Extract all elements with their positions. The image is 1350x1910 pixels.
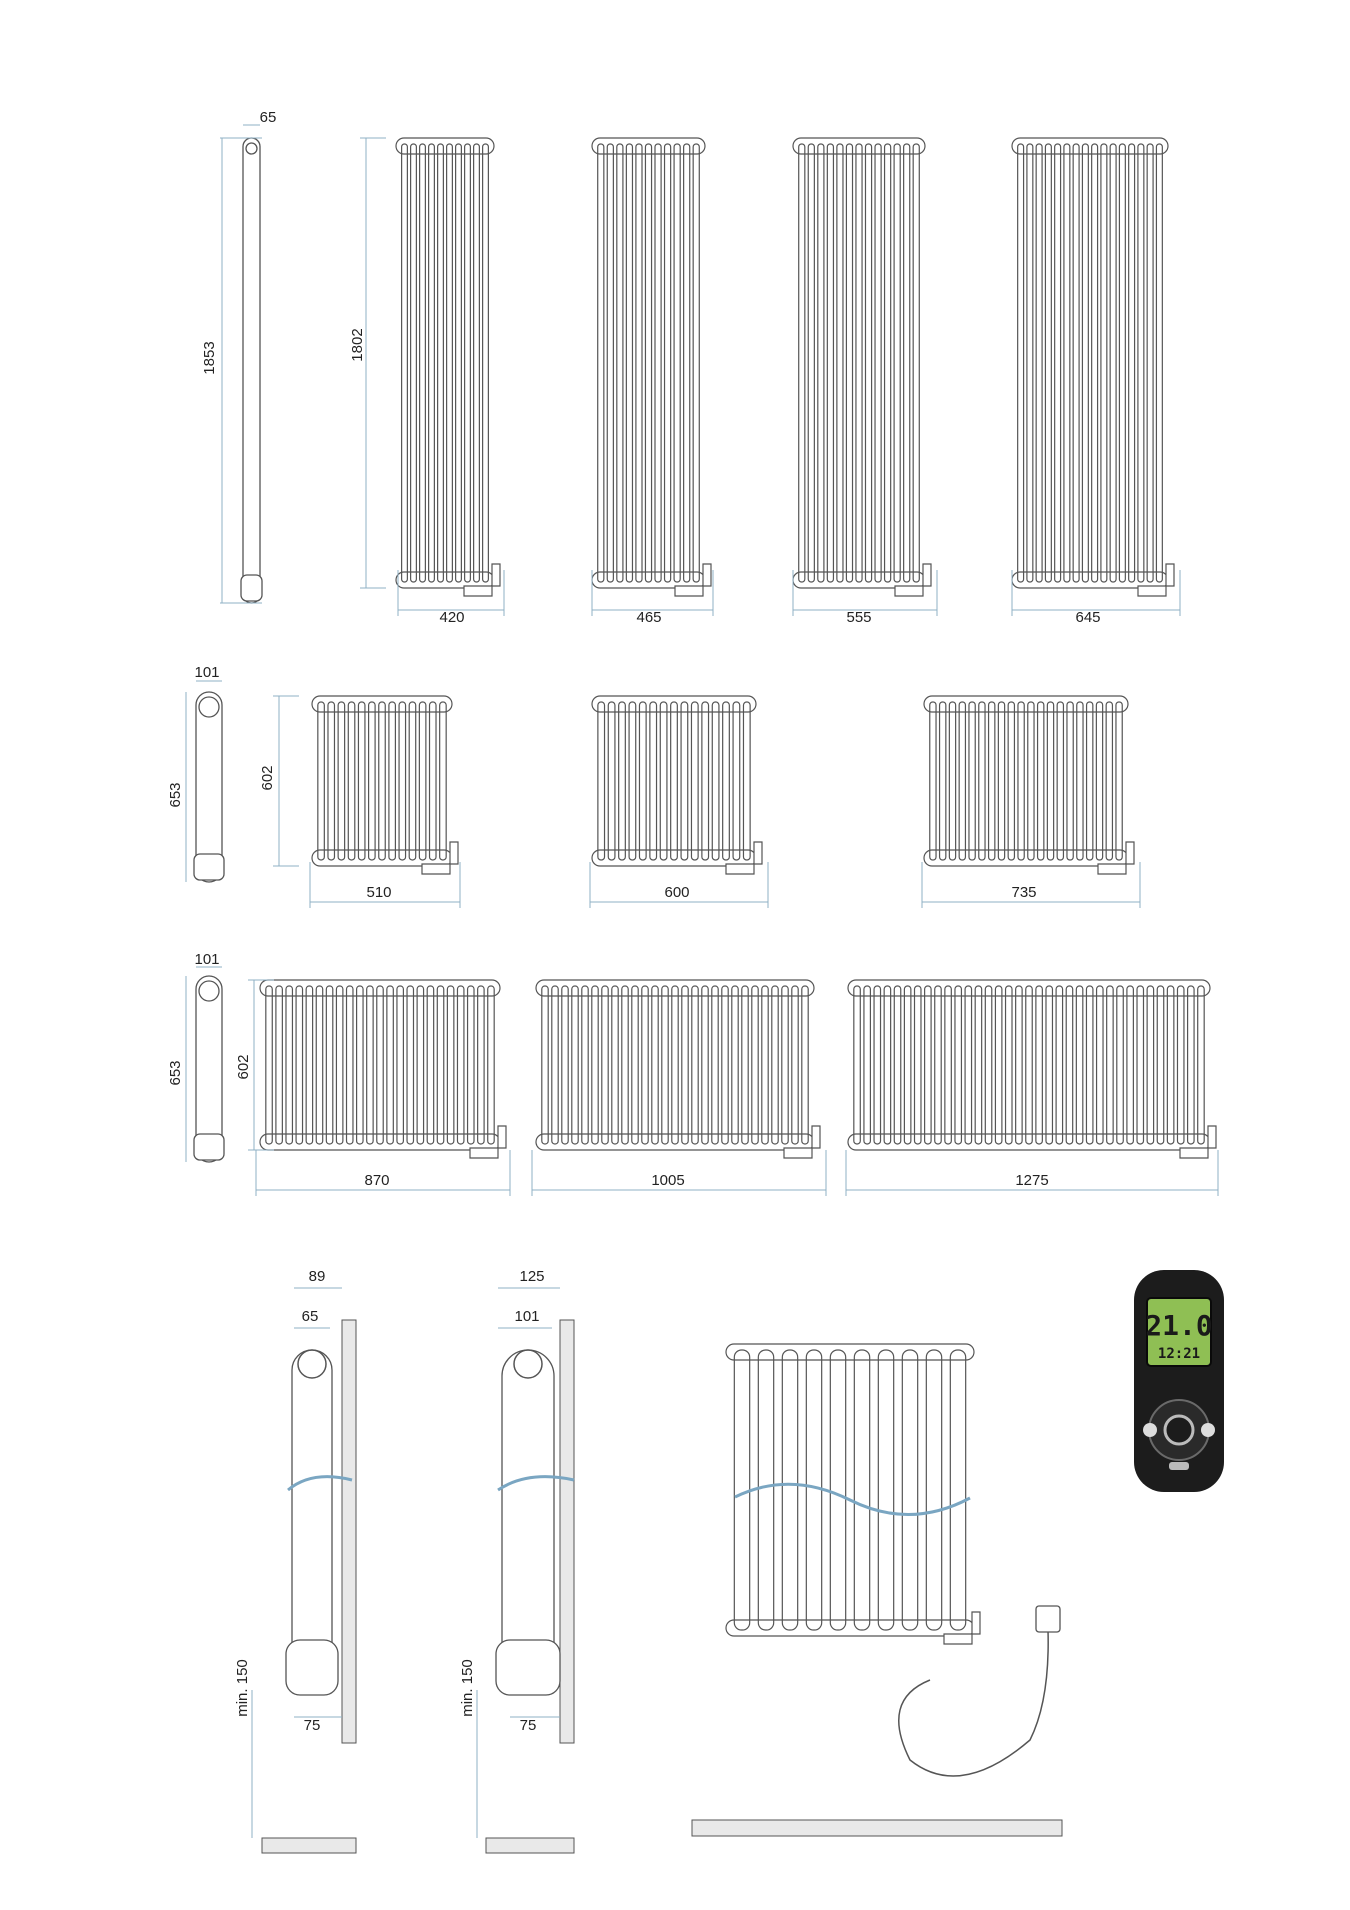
row3-rad-3-column [1147,986,1153,1144]
power-cable [899,1630,1048,1776]
row3-rad-3-column [854,986,860,1144]
row1-rad-3-column [865,144,871,582]
row3-rad-1-column [296,986,302,1144]
mount3-wall-offset-label: 75 [519,1717,537,1734]
row3-rad-1-column [326,986,332,1144]
row3-rad-2-column [642,986,648,1144]
row2-rad-3-column [1038,702,1044,860]
row3-rad-2-column [802,986,808,1144]
row2-rad-3-column [1106,702,1112,860]
row1-rad-4-column [1129,144,1135,582]
installed-radiator-column [902,1350,917,1630]
mount2-inner-depth-label: 65 [301,1308,319,1325]
row3-rad-1-column [407,986,413,1144]
row1-rad-1-column [474,144,480,582]
row1-rad-2-column [665,144,671,582]
row3-rad-3-column [1036,986,1042,1144]
row1-rad-4-top-header [1012,138,1168,154]
row3-rad-1-column [457,986,463,1144]
mount2-profile [292,1350,332,1690]
row2-rad-1-column [328,702,334,860]
row3-side-depth-label: 101 [194,951,220,968]
row3-rad-1-column [347,986,353,1144]
row3-rad-3-column [1016,986,1022,1144]
row3-rad-3-column [965,986,971,1144]
row1-rad-4-column [1055,144,1061,582]
mount2-top-cap [298,1350,326,1378]
row3-rad-3-column [935,986,941,1144]
mount3-top-cap [514,1350,542,1378]
row3-rad-2-column [732,986,738,1144]
installed-break-wave [735,1484,970,1514]
installed-radiator-heating-element [944,1612,980,1644]
row3-rad-3-column [1157,986,1163,1144]
row3-rad-2-column [612,986,618,1144]
row2-side-top-cap [199,697,219,717]
row3-rad-2-column [562,986,568,1144]
row2-rad-3-column [1096,702,1102,860]
row3-rad-3-column [1117,986,1123,1144]
row3-rad-2-column [762,986,768,1144]
row3-rad-2-column [752,986,758,1144]
row3-rad-2-column [622,986,628,1144]
row3-rad-3-column [1056,986,1062,1144]
row3-rad-1-column [336,986,342,1144]
row1-rad-2-column [607,144,613,582]
row1-side-top-cap [246,143,257,154]
row1-rad-3-column [837,144,843,582]
display-time: 12:21 [1157,1346,1201,1362]
row3-rad-1-column [316,986,322,1144]
row2-side-element-housing [194,854,224,880]
row2-rad-2-top-header [592,696,756,712]
row1-rad-4-column [1147,144,1153,582]
row1-rad-3-column [808,144,814,582]
row3-rad-2-column [792,986,798,1144]
row1-rad-1-column [483,144,489,582]
row3-rad-2-column [592,986,598,1144]
row3-side-element-housing [194,1134,224,1160]
row1-rad-4-column [1138,144,1144,582]
row2-side-height-label: 653 [167,782,184,808]
technical-drawings [186,125,1218,1853]
row2-rad-2-column [723,702,730,860]
row3-front-height-label: 602 [235,1054,252,1080]
row3-rad-3-column [1188,986,1194,1144]
row3-rad-3-column [1167,986,1173,1144]
row2-rad-1-column [318,702,324,860]
row2-rad-3-column [979,702,985,860]
row1-side-element-housing [241,575,262,601]
row3-rad-1-column [427,986,433,1144]
row3-rad-2-column [552,986,558,1144]
row1-side-depth-label: 65 [259,109,277,126]
row1-rad-3-top-header [793,138,925,154]
row2-rad-3-column [1047,702,1053,860]
installed-radiator-column [758,1350,773,1630]
row3-rad-3-column [1086,986,1092,1144]
row2-rad-2-column [733,702,740,860]
row3-rad-3-column [1137,986,1143,1144]
row1-rad-2-column [636,144,642,582]
row1-rad-3-column [856,144,862,582]
row3-width-label-2: 1005 [651,1172,685,1189]
row1-rad-2-column [693,144,699,582]
mode-icon [1169,1462,1189,1470]
mount3-floor [486,1838,574,1853]
row2-front-height-label: 602 [259,765,276,791]
row2-rad-2-column [671,702,678,860]
mount3-wall [560,1320,574,1743]
row1-rad-2-column [598,144,604,582]
row1-rad-4-column [1156,144,1162,582]
row2-rad-3-column [998,702,1004,860]
row3-rad-2-column [772,986,778,1144]
row1-rad-3-column [799,144,805,582]
row2-rad-1-column [369,702,375,860]
mount2-floor-gap-label: min. 150 [234,1659,251,1717]
row1-rad-1-column [438,144,444,582]
row1-width-label-1: 420 [439,609,465,626]
row3-rad-3-top-header [848,980,1210,996]
row3-side-top-cap [199,981,219,1001]
row2-rad-1-column [358,702,364,860]
wall-socket [1036,1606,1060,1632]
row3-rad-1-column [387,986,393,1144]
mount3-outer-depth-label: 125 [519,1268,545,1285]
row3-rad-1-column [437,986,443,1144]
row3-width-label-3: 1275 [1015,1172,1049,1189]
row1-rad-1-heating-element [464,564,500,596]
row2-rad-3-column [969,702,975,860]
row1-rad-1-column [402,144,408,582]
installed-radiator-column [926,1350,941,1630]
installed-radiator-column [878,1350,893,1630]
row1-rad-3-column [827,144,833,582]
row3-rad-1-column [478,986,484,1144]
row3-rad-1-column [447,986,453,1144]
installed-radiator-column [830,1350,845,1630]
row3-rad-1-column [468,986,474,1144]
row3-rad-1-column [417,986,423,1144]
row1-width-label-4: 645 [1075,609,1101,626]
row2-rad-1-column [409,702,415,860]
row3-rad-1-column [286,986,292,1144]
row1-rad-3-column [913,144,919,582]
row3-rad-1-column [276,986,282,1144]
row1-front-height-label: 1802 [349,328,366,362]
mount3-floor-gap-label: min. 150 [459,1659,476,1717]
row3-rad-2-column [692,986,698,1144]
row3-rad-3-column [864,986,870,1144]
row1-side-profile [243,138,260,603]
row2-rad-3-column [959,702,965,860]
row3-rad-3-column [1046,986,1052,1144]
row2-rad-1-column [419,702,425,860]
minus-icon [1143,1423,1157,1437]
row2-rad-2-column [629,702,636,860]
row3-rad-2-column [682,986,688,1144]
row2-rad-1-top-header [312,696,452,712]
row3-rad-3-column [915,986,921,1144]
installed-radiator-column [854,1350,869,1630]
row1-rad-4-column [1045,144,1051,582]
row1-rad-1-column [465,144,471,582]
row2-rad-3-column [989,702,995,860]
row2-rad-1-column [430,702,436,860]
row1-rad-4-column [1110,144,1116,582]
row2-rad-2-column [650,702,657,860]
row2-rad-3-column [930,702,936,860]
row1-rad-4-column [1018,144,1024,582]
row3-rad-2-column [652,986,658,1144]
row1-rad-4-column [1073,144,1079,582]
row2-rad-2-column [702,702,709,860]
row3-rad-1-column [488,986,494,1144]
row1-rad-4-column [1064,144,1070,582]
row1-rad-1-column [456,144,462,582]
row3-rad-3-column [1026,986,1032,1144]
row2-rad-3-column [1028,702,1034,860]
row1-rad-1-column [420,144,426,582]
row1-rad-4-column [1119,144,1125,582]
installed-radiator-top-header [726,1344,974,1360]
row1-rad-3-column [846,144,852,582]
installed-radiator-bottom-header [726,1620,974,1636]
row1-side-height-label: 1853 [201,341,218,375]
row3-rad-3-column [975,986,981,1144]
mount2-wall [342,1320,356,1743]
row1-rad-4-column [1036,144,1042,582]
installed-floor [692,1820,1062,1836]
row3-rad-3-column [985,986,991,1144]
row3-rad-2-column [712,986,718,1144]
row2-rad-2-column [681,702,688,860]
display-temperature: 21.0 [1145,1309,1213,1342]
row3-rad-1-column [397,986,403,1144]
row1-rad-1-column [411,144,417,582]
row1-rad-2-column [655,144,661,582]
mount3-profile [502,1350,554,1690]
row3-rad-3-column [1006,986,1012,1144]
row3-rad-3-column [1066,986,1072,1144]
row2-rad-3-column [1077,702,1083,860]
row2-rad-2-column [691,702,698,860]
row1-rad-4-column [1027,144,1033,582]
row3-rad-2-column [632,986,638,1144]
row3-rad-1-column [367,986,373,1144]
mount2-floor [262,1838,356,1853]
power-icon [1165,1416,1193,1444]
row1-rad-4-column [1092,144,1098,582]
plus-icon [1201,1423,1215,1437]
row2-rad-3-column [1087,702,1093,860]
row2-side-depth-label: 101 [194,664,220,681]
row3-rad-2-column [572,986,578,1144]
row3-rad-1-column [357,986,363,1144]
installed-radiator-column [806,1350,821,1630]
row3-side-height-label: 653 [167,1060,184,1086]
row2-rad-3-column [1116,702,1122,860]
row1-rad-3-column [904,144,910,582]
row2-rad-3-top-header [924,696,1128,712]
row3-rad-3-column [955,986,961,1144]
installed-radiator-column [734,1350,749,1630]
installed-radiator-column [950,1350,965,1630]
row2-rad-2-column [743,702,750,860]
row1-width-label-2: 465 [636,609,662,626]
row1-rad-3-column [885,144,891,582]
row1-rad-3-column [894,144,900,582]
row2-rad-3-column [940,702,946,860]
row3-rad-3-column [884,986,890,1144]
row2-rad-2-column [608,702,615,860]
row2-rad-3-column [1057,702,1063,860]
row2-rad-1-column [348,702,354,860]
installed-radiator-column [782,1350,797,1630]
row2-rad-2-column [712,702,719,860]
row1-rad-2-column [674,144,680,582]
row3-rad-2-column [602,986,608,1144]
row2-rad-2-column [598,702,605,860]
mount3-inner-depth-label: 101 [514,1308,540,1325]
row3-rad-2-column [542,986,548,1144]
row3-rad-1-column [377,986,383,1144]
row3-rad-3-column [925,986,931,1144]
row1-rad-4-column [1101,144,1107,582]
row2-rad-1-column [440,702,446,860]
row3-rad-2-column [662,986,668,1144]
row1-rad-2-column [626,144,632,582]
row3-rad-3-column [904,986,910,1144]
row3-rad-2-column [782,986,788,1144]
row2-rad-3-column [1008,702,1014,860]
row3-width-label-1: 870 [364,1172,390,1189]
row3-rad-3-column [945,986,951,1144]
row3-rad-3-bottom-header [848,1134,1210,1150]
row1-rad-1-column [447,144,453,582]
row3-rad-2-column [582,986,588,1144]
row1-rad-2-column [645,144,651,582]
row2-rad-3-column [1018,702,1024,860]
row1-rad-4-column [1082,144,1088,582]
row2-width-label-3: 735 [1011,884,1037,901]
row3-rad-3-column [894,986,900,1144]
row1-rad-2-column [684,144,690,582]
row2-rad-1-column [338,702,344,860]
row3-rad-3-column [1127,986,1133,1144]
row3-rad-3-column [995,986,1001,1144]
row2-width-label-2: 600 [664,884,690,901]
row3-rad-1-column [266,986,272,1144]
row3-rad-3-column [1177,986,1183,1144]
row3-rad-3-column [1107,986,1113,1144]
row2-rad-2-column [639,702,646,860]
row3-rad-3-column [874,986,880,1144]
mount2-wall-offset-label: 75 [303,1717,321,1734]
row1-width-label-3: 555 [846,609,872,626]
row1-rad-3-column [875,144,881,582]
row3-rad-3-column [1076,986,1082,1144]
row2-rad-1-column [379,702,385,860]
mount3-element-housing [496,1640,560,1695]
row2-rad-1-column [389,702,395,860]
row3-rad-2-column [742,986,748,1144]
row1-rad-3-column [818,144,824,582]
row3-rad-1-column [306,986,312,1144]
row1-rad-2-column [617,144,623,582]
row2-rad-3-column [1067,702,1073,860]
row2-rad-2-column [660,702,667,860]
row1-rad-1-column [429,144,435,582]
row2-rad-3-column [949,702,955,860]
row2-width-label-1: 510 [366,884,392,901]
remote-controller [1134,1270,1224,1492]
row2-rad-2-column [619,702,626,860]
row3-rad-2-column [672,986,678,1144]
row3-rad-2-column [702,986,708,1144]
row3-rad-2-column [722,986,728,1144]
row3-rad-3-column [1198,986,1204,1144]
mount2-outer-depth-label: 89 [308,1268,326,1285]
mount2-element-housing [286,1640,338,1695]
row1-rad-2-top-header [592,138,705,154]
row2-rad-1-column [399,702,405,860]
row3-rad-3-column [1097,986,1103,1144]
